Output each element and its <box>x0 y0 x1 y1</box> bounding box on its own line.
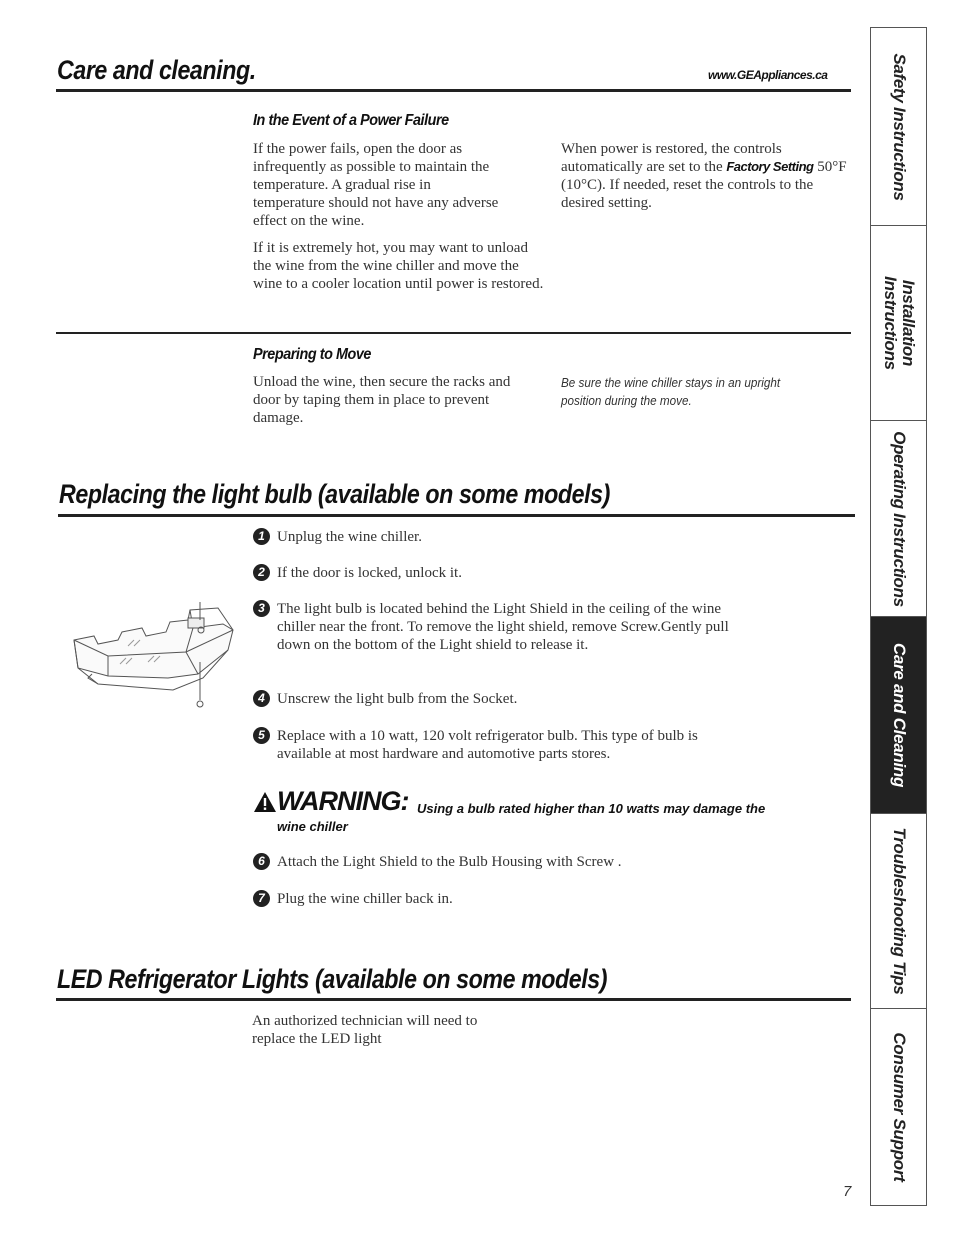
power-restored-pre: When power is restored, the controls automatically are set to the <box>561 141 782 175</box>
warning-label: WARNING: <box>277 786 409 816</box>
step-number: 3 <box>253 600 270 617</box>
preparing-heading: Preparing to Move <box>253 346 371 363</box>
tab-care-and-cleaning[interactable] <box>871 617 926 814</box>
step-number: 7 <box>253 890 270 907</box>
warning-message: Using a bulb rated higher than 10 watts may damage the wine chiller <box>277 801 766 834</box>
tab-label: Operating Instructions <box>889 430 909 607</box>
step-4 <box>253 690 753 708</box>
step-number: 1 <box>253 528 270 545</box>
led-title: LED Refrigerator Lights (available on some models) <box>57 964 608 994</box>
power-failure-para-1: If the power fails, open the door as infrequently as possible to maintain the temperature. A gradual rise in temperature should not have any adverse effect on the wine. <box>253 141 499 229</box>
step-number: 5 <box>253 727 270 744</box>
warning-icon <box>253 791 277 813</box>
tab-label: Troubleshooting Tips <box>889 827 909 995</box>
website-url: www.GEAppliances.ca <box>708 68 828 82</box>
step-text: Replace with a 10 watt, 120 volt refrigerator bulb. This type of bulb is available at most hardware and automotive parts stores. <box>277 728 698 762</box>
step-text: Unplug the wine chiller. <box>277 529 422 545</box>
step-5 <box>253 727 753 763</box>
step-1 <box>253 528 753 546</box>
tab-label: Care and Cleaning <box>889 642 909 788</box>
tab-troubleshooting-tips[interactable] <box>871 814 926 1009</box>
preparing-note: Be sure the wine chiller stays in an upright position during the move. <box>561 375 781 408</box>
header-rule <box>56 89 851 92</box>
led-rule <box>56 998 851 1001</box>
tab-operating-instructions[interactable] <box>871 421 926 617</box>
step-text: If the door is locked, unlock it. <box>277 565 462 581</box>
step-text: Plug the wine chiller back in. <box>277 891 453 907</box>
tab-installation-instructions[interactable] <box>871 226 926 421</box>
step-text: The light bulb is located behind the Light Shield in the ceiling of the wine chiller near the front. To remove the light shield, remove Screw.Gently pull down on the bottom of the Light shield to release it. <box>277 601 729 653</box>
power-restored-post: 50°F (10°C). If needed, reset the controls to the desired setting. <box>561 159 847 211</box>
light-bulb-title: Replacing the light bulb (available on some models) <box>59 479 610 509</box>
section-divider <box>56 332 851 334</box>
tab-safety-instructions[interactable] <box>871 28 926 226</box>
section-tabs <box>870 27 927 1206</box>
step-7 <box>253 890 753 908</box>
power-failure-para-2: If it is extremely hot, you may want to unload the wine from the wine chiller and move the wine to a cooler location until power is restored. <box>253 240 544 292</box>
step-text: Attach the Light Shield to the Bulb Housing with Screw . <box>277 854 622 870</box>
page-title: Care and cleaning. <box>57 55 256 85</box>
power-failure-heading: In the Event of a Power Failure <box>253 112 449 129</box>
tab-label: Consumer Support <box>889 1032 909 1182</box>
step-number: 4 <box>253 690 270 707</box>
page-number: 7 <box>843 1183 852 1200</box>
step-3 <box>253 600 753 654</box>
power-restored-text <box>561 140 853 212</box>
tab-consumer-support[interactable] <box>871 1009 926 1205</box>
light-bulb-rule <box>58 514 855 517</box>
tab-label: Safety Instructions <box>889 52 909 201</box>
tab-label: Installation Instructions <box>880 276 918 370</box>
led-text: An authorized technician will need to replace the LED light <box>252 1013 478 1047</box>
preparing-para: Unload the wine, then secure the racks and door by taping them in place to prevent damage. <box>253 374 511 426</box>
step-6 <box>253 853 753 871</box>
step-number: 6 <box>253 853 270 870</box>
factory-setting-term: Factory Setting <box>726 159 814 174</box>
step-text: Unscrew the light bulb from the Socket. <box>277 691 518 707</box>
light-shield-illustration <box>68 600 238 712</box>
step-number: 2 <box>253 564 270 581</box>
step-2 <box>253 564 753 582</box>
